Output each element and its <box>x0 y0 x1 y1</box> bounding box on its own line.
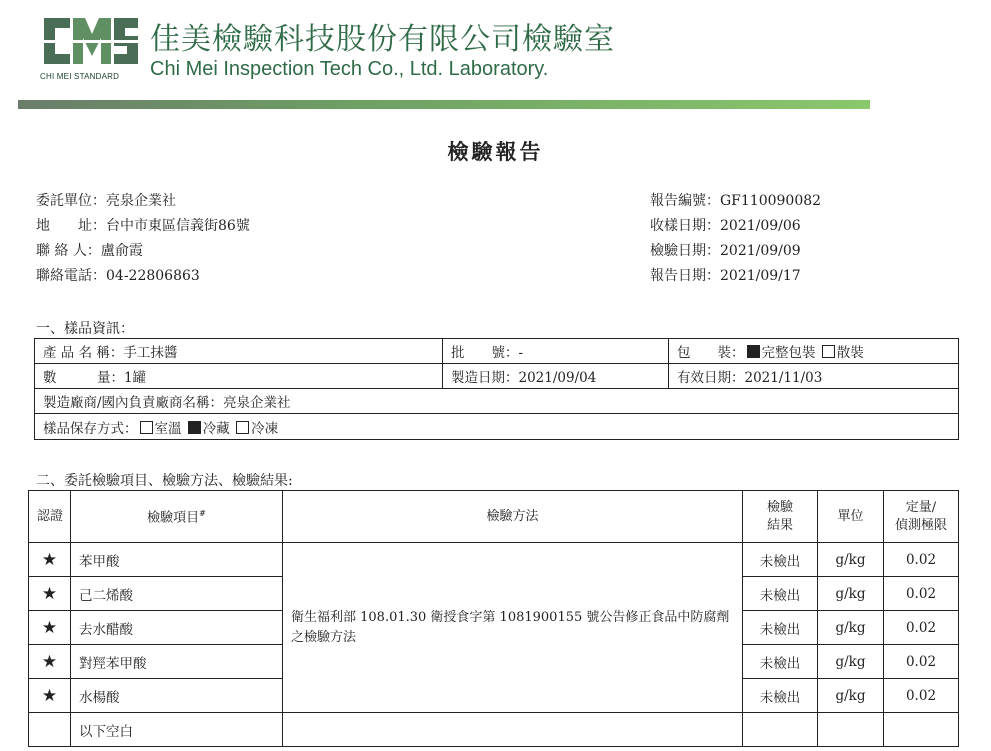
package-cell: 包 裝： 完整包裝 散裝 <box>669 339 959 364</box>
test-item: 對羥苯甲酸 <box>71 645 283 679</box>
client-contact: 聯 絡 人：盧俞霞 <box>36 243 143 259</box>
product-name-cell: 產 品 名 稱：手工抹醬 <box>35 339 443 364</box>
col-item-header: 檢驗項目# <box>71 491 283 543</box>
col-method-header: 檢驗方法 <box>283 491 743 543</box>
checkbox-empty-icon <box>140 421 153 434</box>
client-phone: 聯絡電話：04-22806863 <box>36 268 200 284</box>
test-limit: 0.02 <box>884 679 959 713</box>
col-unit-header: 單位 <box>818 491 884 543</box>
test-result: 未檢出 <box>743 645 818 679</box>
blank-note: 以下空白 <box>71 713 283 747</box>
test-result: 未檢出 <box>743 577 818 611</box>
header-divider-bar <box>18 100 870 109</box>
test-unit: g/kg <box>818 543 884 577</box>
table-row-blank <box>29 713 959 747</box>
test-unit: g/kg <box>818 611 884 645</box>
tests-section-title: 二、委託檢驗項目、檢驗方法、檢驗結果: <box>36 473 293 489</box>
certified-star-icon: ★ <box>29 611 71 645</box>
test-limit: 0.02 <box>884 543 959 577</box>
test-method: 衛生福利部 108.01.30 衛授食字第 1081900155 號公告修正食品中防腐劑之檢驗方法 <box>283 543 743 713</box>
certified-star-icon: ★ <box>29 577 71 611</box>
test-results-table <box>28 490 959 747</box>
certified-star-icon: ★ <box>29 543 71 577</box>
col-cert-header: 認證 <box>29 491 71 543</box>
document-title: 檢驗報告 <box>447 139 544 164</box>
storage-cell: 樣品保存方式： 室溫 冷藏 冷凍 <box>35 414 959 440</box>
test-unit: g/kg <box>818 679 884 713</box>
test-date: 檢驗日期：2021/09/09 <box>650 243 801 259</box>
col-result-header: 檢驗 結果 <box>743 491 818 543</box>
test-unit: g/kg <box>818 645 884 679</box>
test-unit: g/kg <box>818 577 884 611</box>
test-limit: 0.02 <box>884 611 959 645</box>
cms-logo-icon <box>40 12 140 70</box>
certified-star-icon: ★ <box>29 679 71 713</box>
mfg-date-cell: 製造日期：2021/09/04 <box>443 364 669 389</box>
test-limit: 0.02 <box>884 577 959 611</box>
checkbox-empty-icon <box>236 421 249 434</box>
col-limit-header: 定量/ 偵測極限 <box>884 491 959 543</box>
checkbox-empty-icon <box>822 345 835 358</box>
company-name-cn: 佳美檢驗科技股份有限公司檢驗室 <box>150 22 615 57</box>
report-number: 報告編號：GF110090082 <box>650 193 822 209</box>
exp-date-cell: 有效日期：2021/11/03 <box>669 364 959 389</box>
checkbox-checked-icon <box>747 345 760 358</box>
received-date: 收樣日期：2021/09/06 <box>650 218 801 234</box>
test-limit: 0.02 <box>884 645 959 679</box>
test-result: 未檢出 <box>743 679 818 713</box>
test-result: 未檢出 <box>743 543 818 577</box>
logo-caption: CHI MEI STANDARD <box>40 72 120 81</box>
quantity-cell: 數 量：1罐 <box>35 364 443 389</box>
batch-cell: 批 號：- <box>443 339 669 364</box>
test-result: 未檢出 <box>743 611 818 645</box>
test-item: 己二烯酸 <box>71 577 283 611</box>
checkbox-checked-icon <box>188 421 201 434</box>
certified-star-icon: ★ <box>29 645 71 679</box>
test-item: 去水醋酸 <box>71 611 283 645</box>
client-unit: 委託單位：亮泉企業社 <box>36 193 176 209</box>
table-header-row <box>29 491 959 543</box>
test-item: 苯甲酸 <box>71 543 283 577</box>
report-date: 報告日期：2021/09/17 <box>650 268 801 284</box>
client-address: 地 址：台中市東區信義街86號 <box>36 218 250 234</box>
test-item: 水楊酸 <box>71 679 283 713</box>
company-name-en: Chi Mei Inspection Tech Co., Ltd. Laboratory. <box>150 58 549 80</box>
sample-section-title: 一、樣品資訊： <box>36 321 134 337</box>
company-logo <box>40 12 140 84</box>
sample-info-table <box>34 338 959 440</box>
manufacturer-cell: 製造廠商/國內負責廠商名稱：亮泉企業社 <box>35 389 959 414</box>
table-row <box>29 543 959 577</box>
